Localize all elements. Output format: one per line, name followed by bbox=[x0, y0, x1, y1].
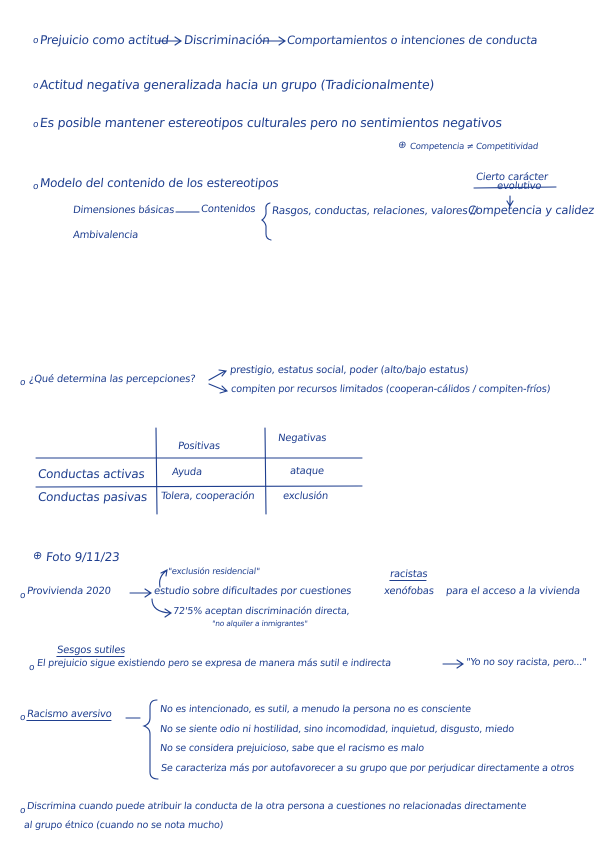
competencia-calidez-text: Competencia y calidez bbox=[467, 203, 595, 217]
contenidos-text: Contenidos bbox=[200, 204, 256, 215]
arrow-up-icon bbox=[160, 570, 167, 587]
estudio-text: estudio sobre dificultades por cuestiones bbox=[153, 586, 352, 597]
table-cell: exclusión bbox=[282, 491, 329, 502]
racista-quote: "Yo no soy racista, pero..." bbox=[465, 657, 587, 668]
bullet: o bbox=[32, 182, 39, 192]
circled-plus-icon: ⊕ bbox=[32, 549, 43, 562]
compiten-text: compiten por recursos limitados (cooperan-cálidos / compiten-fríos) bbox=[230, 384, 551, 395]
bullet: o bbox=[19, 713, 26, 723]
table-row-label: Conductas pasivas bbox=[37, 490, 148, 504]
racismo-aversivo-heading: Racismo aversivo bbox=[26, 709, 113, 720]
table-header-positivas: Positivas bbox=[177, 441, 221, 452]
foto-date: Foto 9/11/23 bbox=[45, 550, 121, 564]
estereotipos-culturales-text: Es posible mantener estereotipos culturales pero no sentimientos negativos bbox=[39, 115, 503, 130]
aversivo-item: No se siente odio ni hostilidad, sino incomodidad, inquietud, disgusto, miedo bbox=[159, 724, 515, 735]
arrow-right-icon bbox=[209, 370, 226, 380]
arrow-right-icon bbox=[443, 660, 463, 668]
prejuicio-sutil-text: El prejuicio sigue existiendo pero se expresa de manera más sutil e indirecta bbox=[36, 658, 392, 669]
bullet: o bbox=[32, 120, 39, 130]
porcentaje-text: 72'5% aceptan discriminación directa, bbox=[172, 606, 351, 617]
cierto-caracter-text: Cierto carácter bbox=[475, 172, 549, 183]
brace-icon bbox=[144, 700, 158, 779]
table-header-negativas: Negativas bbox=[277, 433, 327, 444]
bullet: o bbox=[19, 806, 26, 816]
racistas-text: racistas bbox=[389, 569, 429, 580]
bullet: o bbox=[32, 36, 39, 46]
arrow-right-icon bbox=[130, 589, 151, 597]
table-cell: ataque bbox=[289, 466, 325, 477]
prestigio-text: prestigio, estatus social, poder (alto/bajo estatus) bbox=[229, 365, 469, 376]
discrimina-text-cont: al grupo étnico (cuando no se nota mucho) bbox=[23, 820, 224, 831]
evolutivo-text: evolutivo bbox=[496, 181, 542, 192]
discrimina-text: Discrimina cuando puede atribuir la conducta de la otra persona a cuestiones no relacionadas directamente bbox=[26, 801, 527, 812]
rasgos-text: Rasgos, conductas, relaciones, valores // bbox=[271, 205, 478, 217]
table-cell: Ayuda bbox=[171, 467, 203, 478]
bullet: o bbox=[28, 663, 35, 673]
modelo-text: Modelo del contenido de los estereotipos bbox=[39, 176, 280, 190]
bullet: o bbox=[32, 81, 39, 91]
aversivo-item: Se caracteriza más por autofavorecer a su grupo que por perjudicar directamente a otros bbox=[160, 763, 575, 774]
dimensiones-text: Dimensiones básicas bbox=[72, 205, 175, 216]
table-row-label: Conductas activas bbox=[37, 467, 146, 481]
bullet: o bbox=[19, 591, 26, 601]
actitud-negativa-text: Actitud negativa generalizada hacia un grupo (Tradicionalmente) bbox=[39, 77, 436, 92]
xenofobas-text: xenófobas bbox=[383, 586, 435, 597]
arrow-return-icon bbox=[152, 599, 171, 617]
table-rule bbox=[265, 428, 266, 514]
aversivo-item: No es intencionado, es sutil, a menudo la persona no es consciente bbox=[159, 704, 472, 715]
sesgos-sutiles-heading: Sesgos sutiles bbox=[56, 645, 126, 656]
table-rule bbox=[156, 428, 157, 514]
circled-plus-icon: ⊕ bbox=[397, 140, 407, 151]
competencia-note: Competencia ≠ Competitividad bbox=[409, 142, 539, 152]
bullet: o bbox=[19, 378, 26, 388]
ambivalencia-text: Ambivalencia bbox=[72, 230, 139, 241]
acceso-vivienda-text: para el acceso a la vivienda bbox=[445, 586, 581, 597]
prejuicio-text: Prejuicio como actitud bbox=[39, 33, 170, 47]
discriminacion-text: Discriminación bbox=[183, 33, 271, 47]
comportamientos-text: Comportamientos o intenciones de conducta bbox=[286, 33, 539, 47]
provivienda-text: Provivienda 2020 bbox=[26, 586, 112, 597]
exclusion-residencial-text: "exclusión residencial" bbox=[167, 567, 261, 577]
table-rule bbox=[36, 486, 362, 487]
percepciones-question: ¿Qué determina las percepciones? bbox=[28, 374, 196, 385]
arrow-right-icon bbox=[209, 384, 227, 393]
table-cell: Tolera, cooperación bbox=[160, 491, 256, 502]
no-alquiler-text: "no alquiler a inmigrantes" bbox=[211, 619, 309, 628]
brace-icon bbox=[262, 203, 271, 240]
aversivo-item: No se considera prejuicioso, sabe que el racismo es malo bbox=[159, 743, 425, 754]
